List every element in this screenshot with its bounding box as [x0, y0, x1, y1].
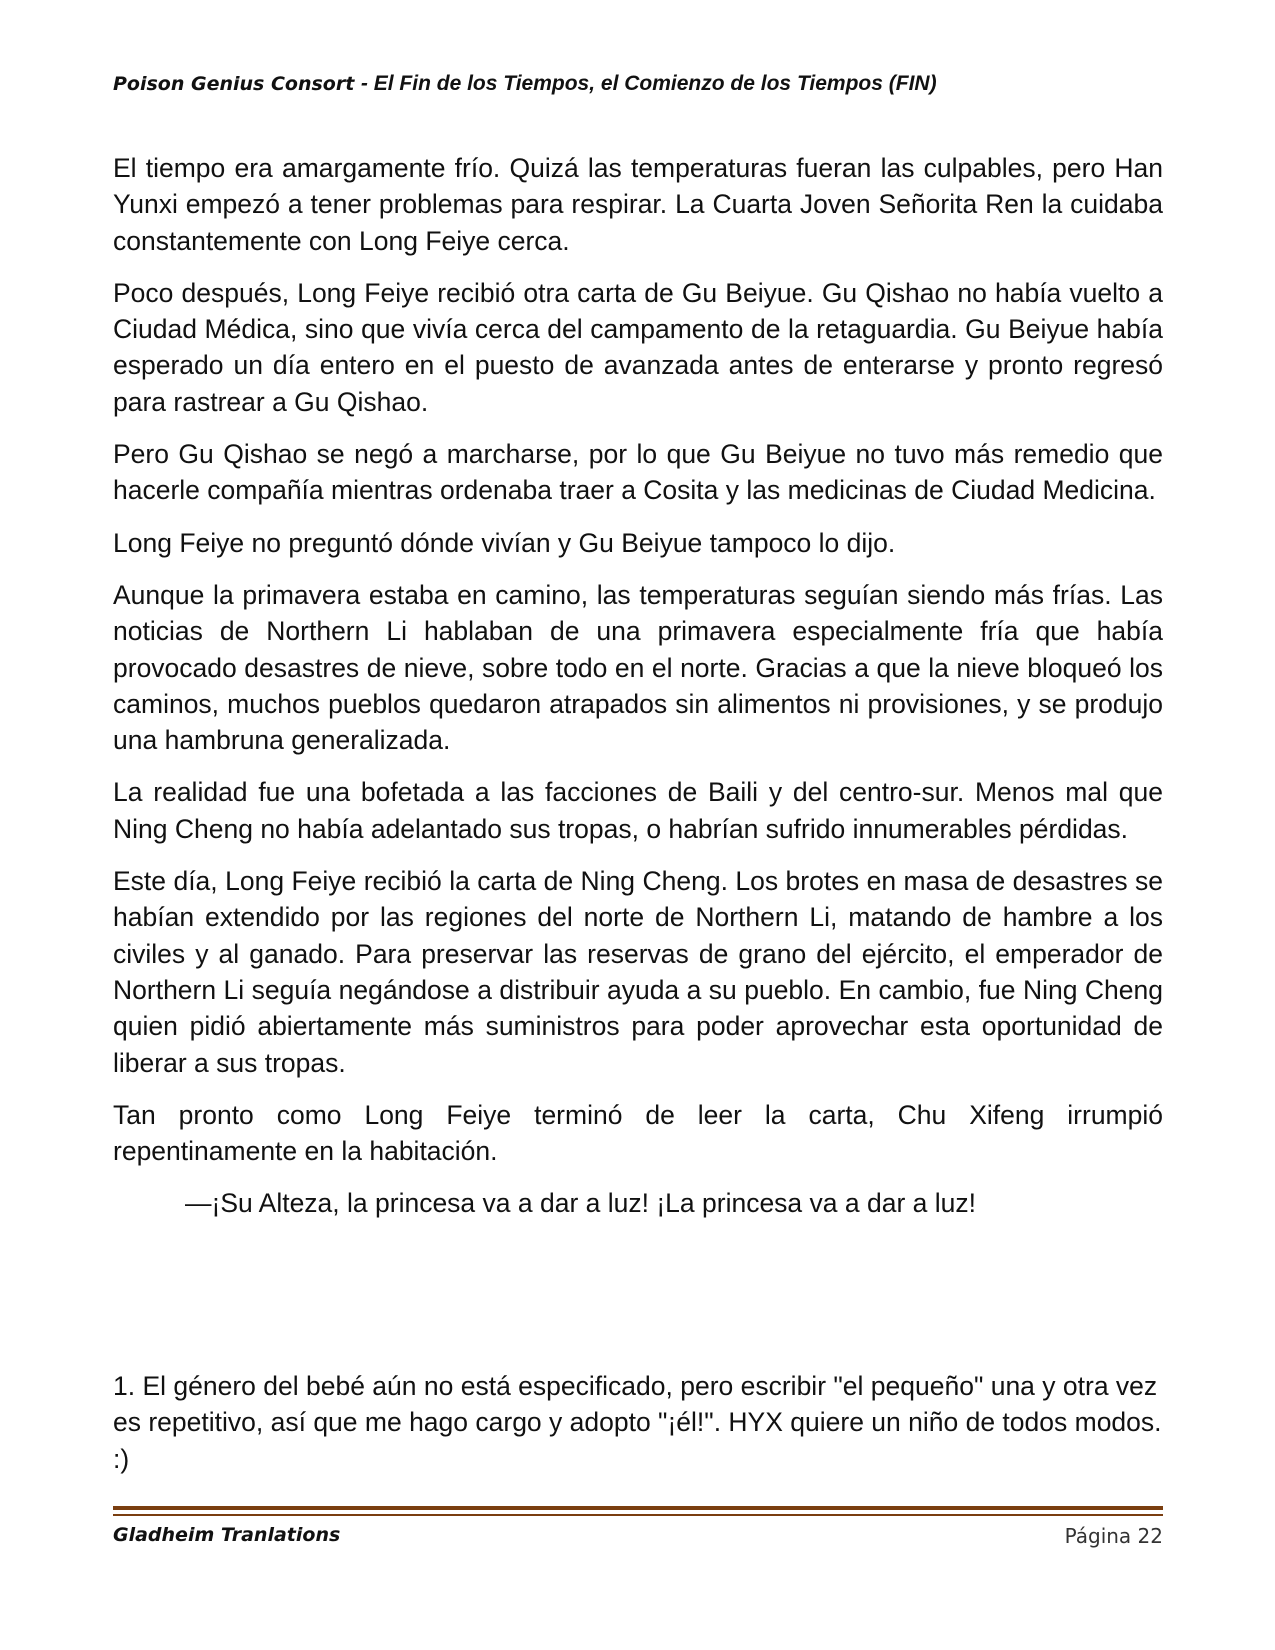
paragraph: La realidad fue una bofetada a las facciones de Baili y del centro-sur. Menos mal que Ning Cheng no había adelantado sus tropas, o habrían sufrido innumerables pérdidas.	[113, 777, 1163, 844]
footnote: 1. El género del bebé aún no está especificado, pero escribir "el pequeño" una y otra vez es repetitivo, así que me hago cargo y adopto "¡él!". HYX quiere un niño de todos modos. :)	[113, 1371, 1162, 1474]
footer-divider-thin	[113, 1514, 1163, 1516]
dialogue-line: —¡Su Alteza, la princesa va a dar a luz! ¡La princesa va a dar a luz!	[185, 1188, 976, 1219]
paragraph: El tiempo era amargamente frío. Quizá las temperaturas fueran las culpables, pero Han Yunxi empezó a tener problemas para respirar. La Cuarta Joven Señorita Ren la cuidaba constantemente con Long Feiye cerca.	[113, 153, 1163, 256]
body-text	[113, 150, 1163, 1238]
page-header	[113, 72, 1163, 96]
header-chapter-title: - El Fin de los Tiempos, el Comienzo de los Tiempos (FIN)	[360, 72, 937, 95]
paragraph: Poco después, Long Feiye recibió otra carta de Gu Beiyue. Gu Qishao no había vuelto a Ciudad Médica, sino que vivía cerca del campamento de la retaguardia. Gu Beiyue había esperado un día entero en el puesto de avanzada antes de enterarse y pronto regresó para rastrear a Gu Qishao.	[113, 277, 1163, 417]
paragraph: Tan pronto como Long Feiye terminó de leer la carta, Chu Xifeng irrumpió repentinamente en la habitación.	[113, 1099, 1163, 1167]
footer-page-number: Página 22	[1064, 1524, 1163, 1548]
footer-divider-thick	[113, 1506, 1163, 1510]
paragraph: Pero Gu Qishao se negó a marcharse, por lo que Gu Beiyue no tuvo más remedio que hacerle compañía mientras ordenaba traer a Cosita y las medicinas de Ciudad Medicina.	[113, 439, 1163, 506]
footer-publisher: Gladheim Tranlations	[113, 1524, 341, 1546]
paragraph: Aunque la primavera estaba en camino, las temperaturas seguían siendo más frías. Las noticias de Northern Li hablaban de una primavera especialmente fría que había provocado desastres de nieve, sobre todo en el norte. Gracias a que la nieve bloqueó los caminos, muchos pueblos quedaron atrapados sin alimentos ni provisiones, y se produjo una hambruna generalizada.	[113, 579, 1163, 756]
paragraph: Este día, Long Feiye recibió la carta de Ning Cheng. Los brotes en masa de desastres se habían extendido por las regiones del norte de Northern Li, matando de hambre a los civiles y al ganado. Para preservar las reservas de grano del ejército, el emperador de Northern Li seguía negándose a distribuir ayuda a su pueblo. En cambio, fue Ning Cheng quien pidió abiertamente más suministros para poder aprovechar esta oportunidad de liberar a sus tropas.	[113, 866, 1163, 1078]
header-series-title: Poison Genius Consort	[113, 73, 361, 95]
paragraph: Long Feiye no preguntó dónde vivían y Gu Beiyue tampoco lo dijo.	[113, 527, 896, 558]
